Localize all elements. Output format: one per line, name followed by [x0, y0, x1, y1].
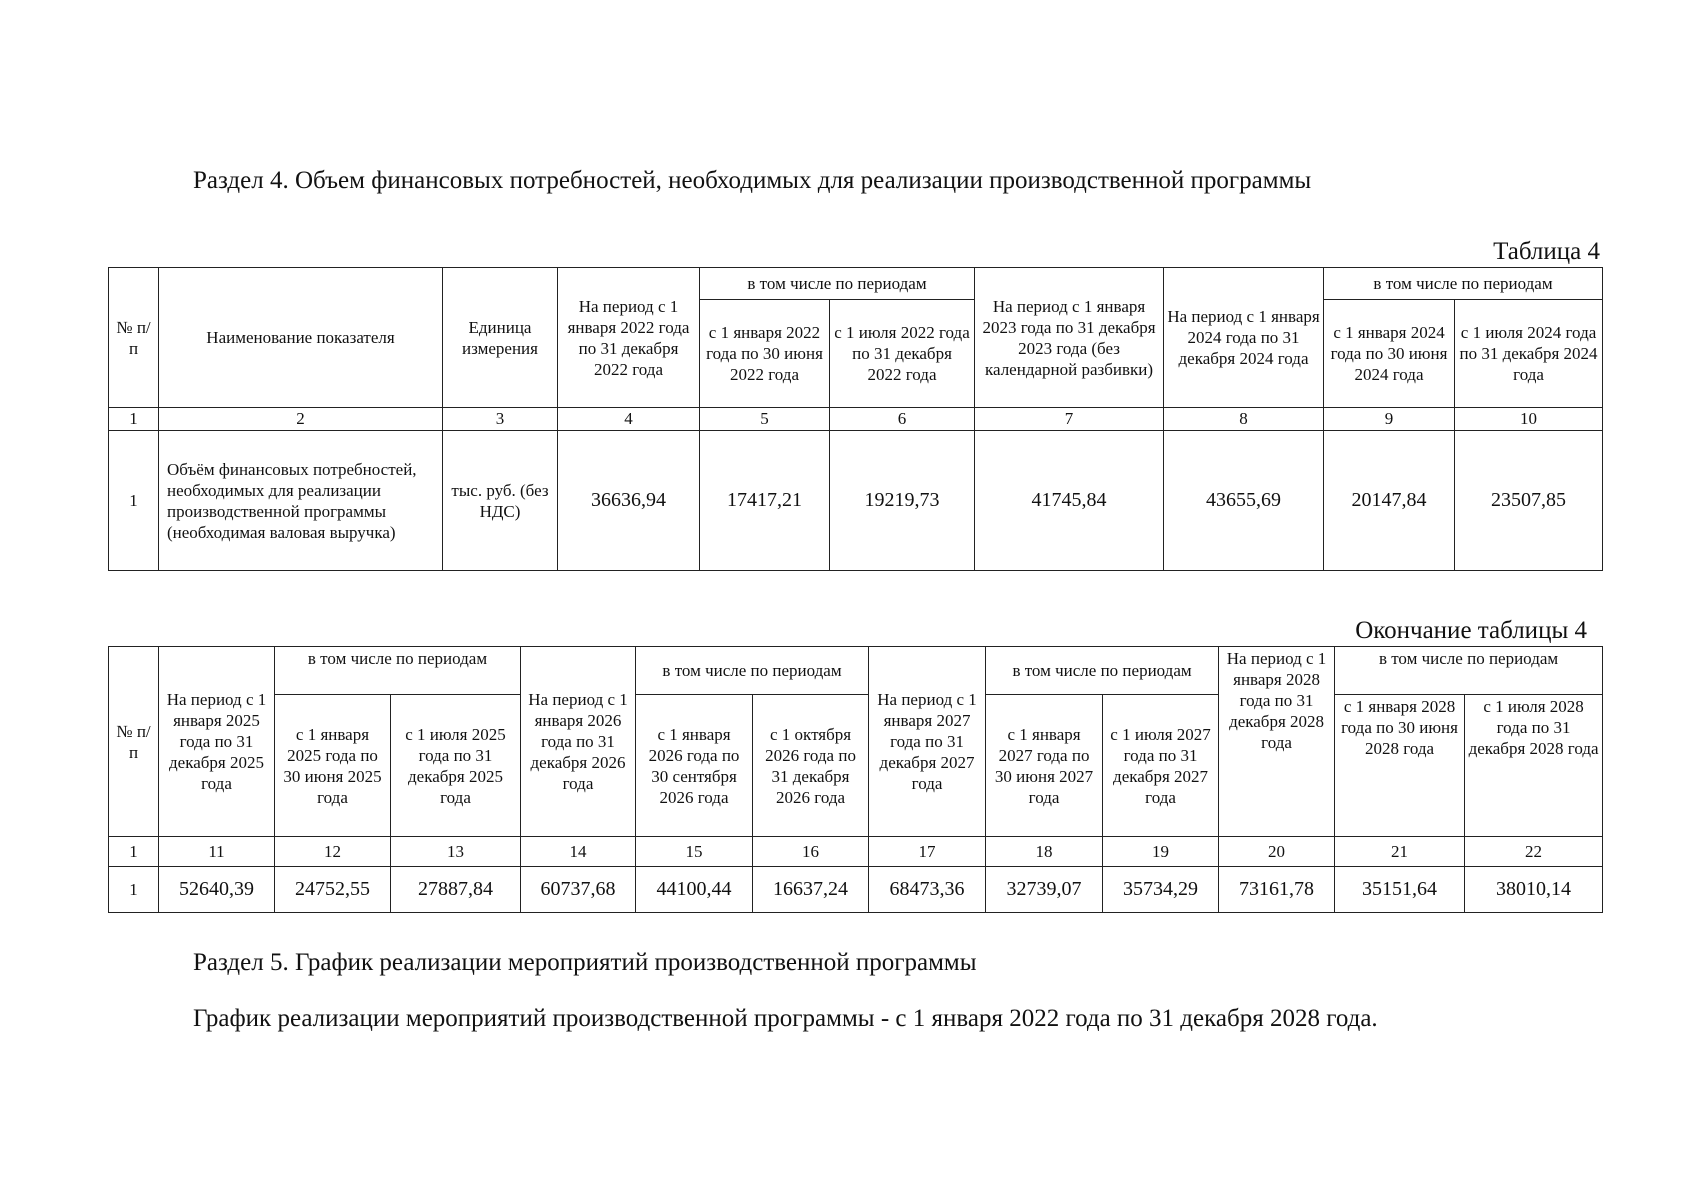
header-group-2025: в том числе по периодам: [275, 647, 521, 695]
column-index: 10: [1455, 408, 1603, 431]
header-period-2026: На период с 1 января 2026 года по 31 декабря 2026 года: [521, 647, 636, 837]
value-cell: 36636,94: [558, 431, 700, 571]
column-index: 9: [1324, 408, 1455, 431]
header-indicator-name: Наименование показателя: [159, 268, 443, 408]
header-period-2024: На период с 1 января 2024 года по 31 декабря 2024 года: [1164, 268, 1324, 408]
column-index: 11: [159, 837, 275, 867]
header-2026-a: с 1 января 2026 года по 30 сентября 2026 года: [636, 695, 753, 837]
header-group-2022: в том числе по периодам: [700, 268, 975, 300]
value-cell: 19219,73: [830, 431, 975, 571]
value-cell: 20147,84: [1324, 431, 1455, 571]
header-2022-h1: с 1 января 2022 года по 30 июня 2022 года: [700, 300, 830, 408]
value-cell: 23507,85: [1455, 431, 1603, 571]
column-index: 16: [753, 837, 869, 867]
table-row: [109, 867, 1603, 913]
value-cell: 60737,68: [521, 867, 636, 913]
column-index: 18: [986, 837, 1103, 867]
header-group-2026: в том числе по периодам: [636, 647, 869, 695]
value-cell: 17417,21: [700, 431, 830, 571]
column-index: 5: [700, 408, 830, 431]
column-index: 19: [1103, 837, 1219, 867]
column-index: 3: [443, 408, 558, 431]
value-cell: 44100,44: [636, 867, 753, 913]
header-row-number: № п/п: [109, 268, 159, 408]
column-index: 15: [636, 837, 753, 867]
header-2028-h1: с 1 января 2028 года по 30 июня 2028 года: [1335, 695, 1465, 837]
header-2028-h2: с 1 июля 2028 года по 31 декабря 2028 года: [1465, 695, 1603, 837]
header-period-2028: На период с 1 января 2028 года по 31 декабря 2028 года: [1219, 647, 1335, 837]
column-index: 20: [1219, 837, 1335, 867]
column-index: 7: [975, 408, 1164, 431]
value-cell: 16637,24: [753, 867, 869, 913]
unit-value: тыс. руб. (без НДС): [443, 431, 558, 571]
column-index: 1: [109, 837, 159, 867]
indicator-name: Объём финансовых потребностей, необходимых для реализации производственной программы (необходимая валовая выручка): [159, 431, 443, 571]
header-2024-h1: с 1 января 2024 года по 30 июня 2024 года: [1324, 300, 1455, 408]
header-2027-h2: с 1 июля 2027 года по 31 декабря 2027 года: [1103, 695, 1219, 837]
header-unit: Единица измерения: [443, 268, 558, 408]
header-2025-h2: с 1 июля 2025 года по 31 декабря 2025 года: [391, 695, 521, 837]
header-period-2023: На период с 1 января 2023 года по 31 декабря 2023 года (без календарной разбивки): [975, 268, 1164, 408]
value-cell: 38010,14: [1465, 867, 1603, 913]
header-period-2025: На период с 1 января 2025 года по 31 декабря 2025 года: [159, 647, 275, 837]
section-5-title: Раздел 5. График реализации мероприятий производственной программы: [193, 949, 977, 976]
value-cell: 41745,84: [975, 431, 1164, 571]
column-index: 14: [521, 837, 636, 867]
column-index: 4: [558, 408, 700, 431]
financial-needs-table: [108, 267, 1603, 571]
value-cell: 27887,84: [391, 867, 521, 913]
value-cell: 32739,07: [986, 867, 1103, 913]
header-2022-h2: с 1 июля 2022 года по 31 декабря 2022 года: [830, 300, 975, 408]
table-4-caption: Таблица 4: [1493, 238, 1600, 265]
value-cell: 52640,39: [159, 867, 275, 913]
header-group-2027: в том числе по периодам: [986, 647, 1219, 695]
table-4-continuation-caption: Окончание таблицы 4: [1355, 617, 1587, 644]
column-index: 2: [159, 408, 443, 431]
column-index: 8: [1164, 408, 1324, 431]
column-index: 6: [830, 408, 975, 431]
value-cell: 35734,29: [1103, 867, 1219, 913]
financial-needs-table-continuation: [108, 646, 1603, 913]
header-period-2022: На период с 1 января 2022 года по 31 декабря 2022 года: [558, 268, 700, 408]
column-index: 1: [109, 408, 159, 431]
section-4-title: Раздел 4. Объем финансовых потребностей, необходимых для реализации производственной программы: [193, 167, 1312, 194]
row-number: 1: [109, 867, 159, 913]
header-period-2027: На период с 1 января 2027 года по 31 декабря 2027 года: [869, 647, 986, 837]
header-2024-h2: с 1 июля 2024 года по 31 декабря 2024 года: [1455, 300, 1603, 408]
row-number: 1: [109, 431, 159, 571]
value-cell: 43655,69: [1164, 431, 1324, 571]
header-2026-b: с 1 октября 2026 года по 31 декабря 2026 года: [753, 695, 869, 837]
value-cell: 68473,36: [869, 867, 986, 913]
section-5-text: График реализации мероприятий производственной программы - с 1 января 2022 года по 31 декабря 2028 года.: [193, 1005, 1378, 1032]
header-group-2028: в том числе по периодам: [1335, 647, 1603, 695]
column-index: 22: [1465, 837, 1603, 867]
header-2025-h1: с 1 января 2025 года по 30 июня 2025 года: [275, 695, 391, 837]
header-group-2024: в том числе по периодам: [1324, 268, 1603, 300]
column-index: 21: [1335, 837, 1465, 867]
value-cell: 73161,78: [1219, 867, 1335, 913]
value-cell: 35151,64: [1335, 867, 1465, 913]
value-cell: 24752,55: [275, 867, 391, 913]
table-row: [109, 431, 1603, 571]
header-row-number: № п/п: [109, 647, 159, 837]
column-index: 12: [275, 837, 391, 867]
column-index: 13: [391, 837, 521, 867]
header-2027-h1: с 1 января 2027 года по 30 июня 2027 года: [986, 695, 1103, 837]
column-index: 17: [869, 837, 986, 867]
